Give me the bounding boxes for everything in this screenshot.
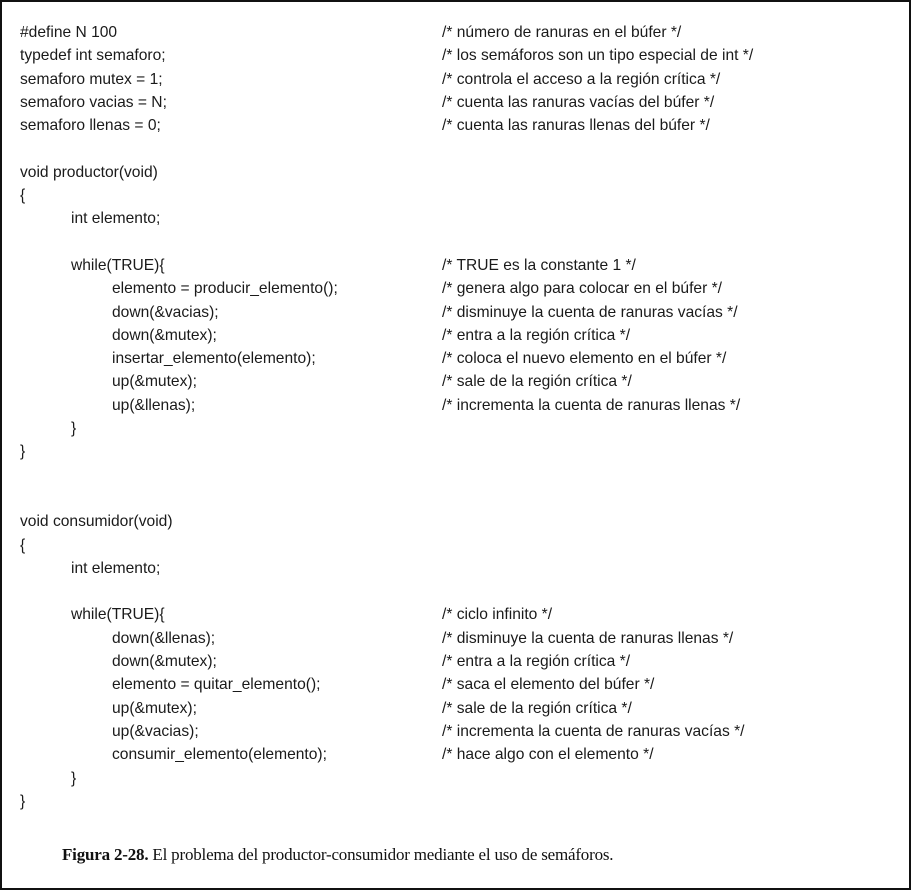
code-text: insertar_elemento(elemento); — [112, 350, 316, 368]
code-comment: /* sale de la región crítica */ — [442, 373, 632, 391]
code-comment: /* hace algo con el elemento */ — [442, 746, 654, 764]
code-text: int elemento; — [71, 559, 161, 577]
code-comment: /* cuenta las ranuras llenas del búfer */ — [442, 117, 710, 135]
code-text: { — [20, 536, 26, 554]
caption-text: El problema del productor-consumidor mediante el uso de semáforos. — [148, 845, 614, 864]
code-text: elemento = producir_elemento(); — [112, 280, 338, 298]
code-text: while(TRUE){ — [71, 606, 165, 624]
code-comment: /* TRUE es la constante 1 */ — [442, 256, 636, 274]
code-comment: /* entra a la región crítica */ — [442, 653, 631, 671]
code-text: elemento = quitar_elemento(); — [112, 676, 321, 694]
code-comment: /* entra a la región crítica */ — [442, 326, 631, 344]
code-comment: /* número de ranuras en el búfer */ — [442, 24, 682, 41]
code-comment: /* coloca el nuevo elemento en el búfer */ — [442, 350, 727, 368]
code-comment: /* cuenta las ranuras vacías del búfer */ — [442, 93, 715, 111]
code-comment: /* disminuye la cuenta de ranuras vacías */ — [442, 303, 738, 321]
code-comment: /* genera algo para colocar en el búfer */ — [442, 280, 723, 298]
code-text: } — [20, 443, 26, 461]
code-comment: /* incrementa la cuenta de ranuras vacías */ — [442, 722, 745, 740]
code-comment: /* controla el acceso a la región crítica */ — [442, 70, 721, 88]
code-text: int elemento; — [71, 210, 161, 228]
code-text: up(&mutex); — [112, 699, 197, 717]
code-text: while(TRUE){ — [71, 256, 165, 274]
code-text: up(&llenas); — [112, 396, 196, 414]
code-text: #define N 100 — [20, 24, 118, 41]
code-text: semaforo llenas = 0; — [20, 117, 161, 135]
code-text: } — [71, 420, 77, 438]
code-comment: /* incrementa la cuenta de ranuras llenas */ — [442, 396, 741, 414]
code-text: } — [20, 792, 26, 810]
code-comment: /* ciclo infinito */ — [442, 606, 553, 624]
code-text: { — [20, 187, 26, 205]
code-text: down(&mutex); — [112, 653, 217, 671]
code-text: down(&llenas); — [112, 629, 216, 647]
code-comment: /* disminuye la cuenta de ranuras llenas */ — [442, 629, 734, 647]
code-comment: /* sale de la región crítica */ — [442, 699, 632, 717]
code-text: } — [71, 769, 77, 787]
code-text: down(&mutex); — [112, 326, 217, 344]
code-text: up(&vacias); — [112, 722, 199, 740]
figure-caption — [62, 845, 613, 865]
code-comment: /* saca el elemento del búfer */ — [442, 676, 655, 694]
code-comment: /* los semáforos son un tipo especial de int */ — [442, 47, 754, 65]
code-text: typedef int semaforo; — [20, 47, 166, 65]
code-text: consumir_elemento(elemento); — [112, 746, 327, 764]
code-text: semaforo vacias = N; — [20, 93, 167, 111]
code-text: up(&mutex); — [112, 373, 197, 391]
caption-label: Figura 2-28. — [62, 845, 149, 864]
code-text: void productor(void) — [20, 163, 158, 181]
code-text: void consumidor(void) — [20, 513, 173, 531]
code-text: semaforo mutex = 1; — [20, 70, 163, 88]
code-text: down(&vacias); — [112, 303, 219, 321]
